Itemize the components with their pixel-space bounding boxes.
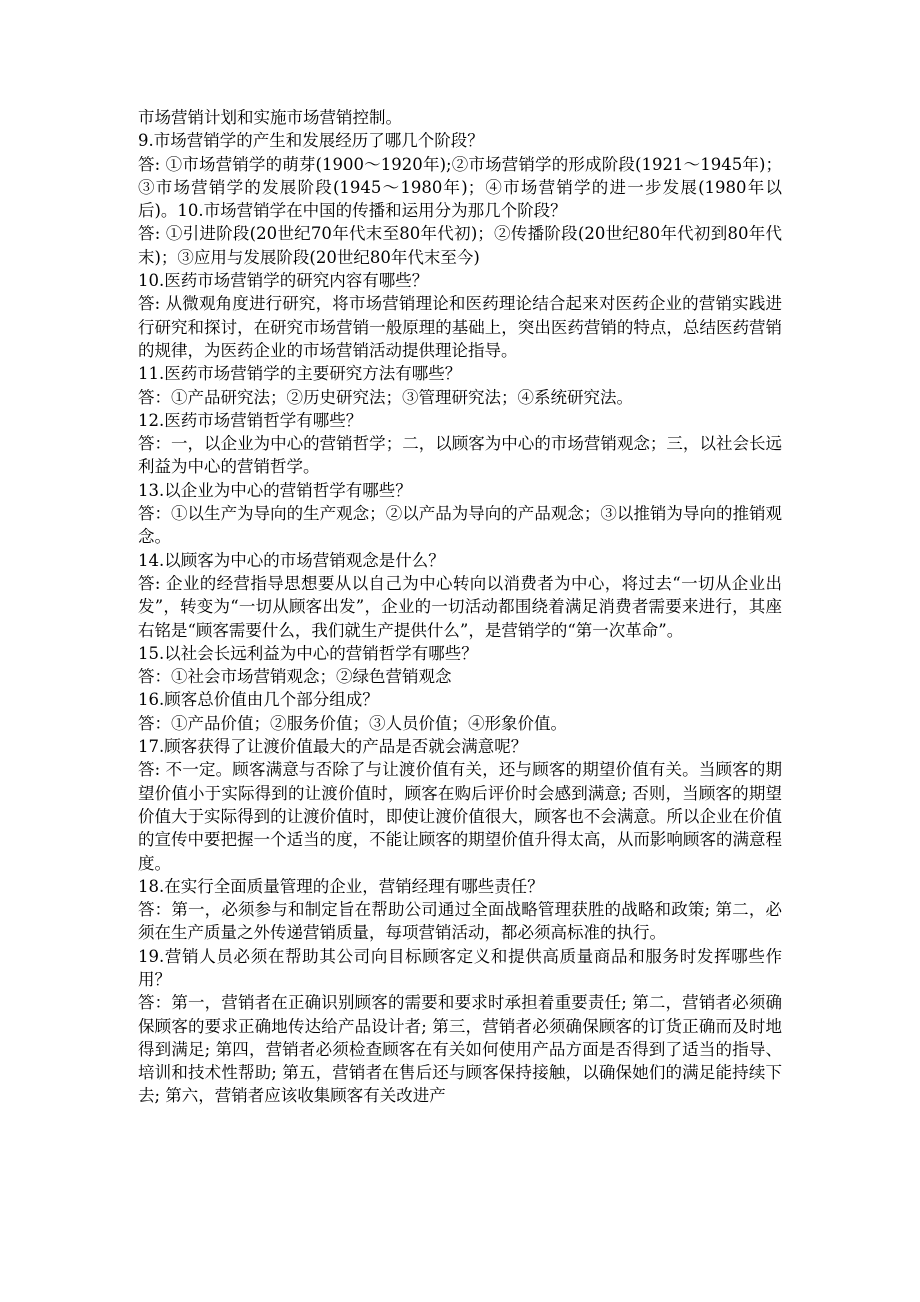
answer-text: 答：①以生产为导向的生产观念；②以产品为导向的产品观念；③以推销为导向的推销观念。 [138, 504, 782, 547]
paragraph-text: 市场营销计划和实施市场营销控制。 [138, 108, 402, 127]
question-heading: 16.顾客总价值由几个部分组成？ [138, 690, 379, 710]
answer-text: 答：一，以企业为中心的营销哲学；二，以顾客为中心的市场营销观念；三，以社会长远利益为中心的营销哲学。 [138, 434, 782, 477]
answer-text: 答：①产品价值；②服务价值；③人员价值；④形象价值。 [138, 713, 567, 733]
answer-text: 答：①社会市场营销观念；②绿色营销观念 [138, 667, 452, 687]
question-heading: 12.医药市场营销哲学有哪些？ [138, 410, 363, 430]
question-heading: 17.顾客获得了让渡价值最大的产品是否就会满意呢？ [138, 737, 528, 757]
question-heading: 14.以顾客为中心的市场营销观念是什么？ [138, 550, 445, 570]
answer-text: 答: ①市场营销学的萌芽(1900～1920年);②市场营销学的形成阶段(1921～1945年)；③市场营销学的发展阶段(1945～1980年)；④市场营销学的进一步发展(1980年以后)。10.市场营销学在中国的传播和运用分为那几个阶段？ [138, 154, 782, 221]
question-heading: 15.以社会长远利益为中心的营销哲学有哪些？ [138, 643, 478, 663]
answer-text: 答: ①引进阶段(20世纪70年代末至80年代初)；②传播阶段(20世纪80年代初到80年代末)；③应用与发展阶段(20世纪80年代末至今) [138, 224, 782, 267]
question-heading: 18.在实行全面质量管理的企业，营销经理有哪些责任？ [138, 876, 544, 896]
answer-text: 答：第一，营销者在正确识别顾客的需要和要求时承担着重要责任; 第二，营销者必须确保顾客的要求正确地传达给产品设计者; 第三，营销者必须确保顾客的订货正确而及时地得到满足; 第四，营销者必须检查顾客在有关如何使用产品方面是否得到了适当的指导、培训和技术性帮助; 第五，营销者在售后还与顾客保持接触，以确保她们的满足能持续下去; 第六，营销者应该收集顾客有关改进产 [138, 993, 782, 1106]
answer-text: 答: 企业的经营指导思想要从以自己为中心转向以消费者为中心，将过去“一切从企业出发”，转变为“一切从顾客出发”，企业的一切活动都围绕着满足消费者需要来进行，其座右铭是“顾客需要什么，我们就生产提供什么”，是营销学的“第一次革命”。 [138, 573, 782, 640]
question-heading: 13.以企业为中心的营销哲学有哪些？ [138, 480, 412, 500]
answer-text: 答：①产品研究法；②历史研究法；③管理研究法；④系统研究法。 [138, 387, 633, 407]
answer-text: 答：第一，必须参与和制定旨在帮助公司通过全面战略管理获胜的战略和政策; 第二，必须在生产质量之外传递营销质量，每项营销活动，都必须高标准的执行。 [138, 900, 782, 943]
answer-text: 答: 从微观角度进行研究，将市场营销理论和医药理论结合起来对医药企业的营销实践进行研究和探讨，在研究市场营销一般原理的基础上，突出医药营销的特点，总结医药营销的规律，为医药企业的市场营销活动提供理论指导。 [138, 294, 782, 360]
question-heading: 19.营销人员必须在帮助其公司向目标顾客定义和提供高质量商品和服务时发挥哪些作用？ [138, 946, 782, 989]
document-body [138, 106, 782, 1108]
question-heading: 9.市场营销学的产生和发展经历了哪几个阶段？ [138, 131, 484, 151]
question-heading: 10.医药市场营销学的研究内容有哪些？ [138, 271, 429, 291]
answer-text: 答: 不一定。顾客满意与否除了与让渡价值有关，还与顾客的期望价值有关。当顾客的期望价值小于实际得到的让渡价值时，顾客在购后评价时会感到满意; 否则，当顾客的期望价值大于实际得到的让渡价值时，即使让渡价值很大，顾客也不会满意。所以企业在价值的宣传中要把握一个适当的度，不能让顾客的期望价值升得太高，从而影响顾客的满意程度。 [138, 760, 782, 873]
question-heading: 11.医药市场营销学的主要研究方法有哪些？ [138, 364, 462, 384]
